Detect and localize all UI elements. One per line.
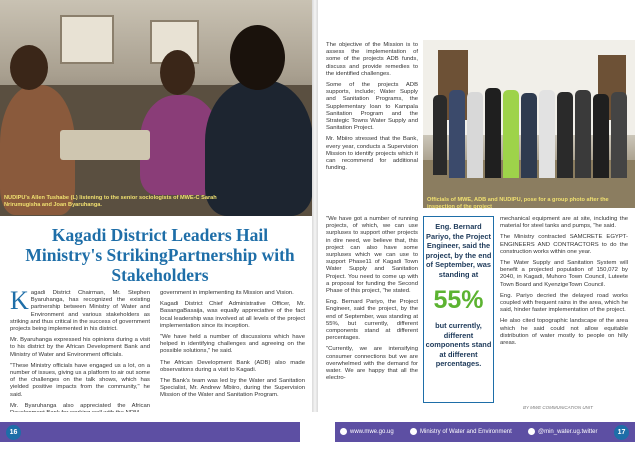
twitter-icon: [528, 428, 535, 435]
paragraph: The Bank's team was led by the Water and Sanitation Specialist, Mr. Andrew Mbiiro, during the Supervision Mission of the Water and Sanitation Program.: [160, 378, 305, 399]
photo-person: [449, 90, 465, 178]
paragraph: Kagadi District Chief Administrative Officer, Mr. BasangaBasaija, was equally appreciative of the fact local leadership was involved at all levels of the project implementation since its inception.: [160, 301, 305, 329]
article-credit: BY MWE COMMUNICATION UNIT: [523, 405, 593, 410]
right-photo-caption: Officials of MWE, ADB and NUDIPU, pose for a group photo after the inspection of the project: [427, 197, 609, 210]
photo-head: [230, 25, 285, 90]
left-column-2: [160, 290, 305, 404]
left-photo-caption: [0, 193, 313, 215]
photo-person: [539, 90, 555, 178]
facebook-icon: [410, 428, 417, 435]
page-number-right: 17: [614, 425, 629, 440]
right-column-3: [500, 216, 628, 351]
photo-person: [433, 95, 447, 175]
photo-person: [575, 90, 591, 178]
pull-quote-bottom: but currently, different components stand at different percentages.: [425, 321, 492, 368]
paragraph: "Currently, we are intensifying consumer connections but we are overwhelmed with the demand for water. We are happy that all the electro-: [326, 346, 418, 382]
paragraph: Mr. Mbiiro stressed that the Bank, every year, conducts a Supervision Mission to identify projects which it can recommend for additional funding.: [326, 136, 418, 172]
right-page: [318, 0, 635, 449]
pull-quote-box: [423, 216, 494, 403]
photo-person: [557, 92, 573, 178]
right-column-1b: [326, 216, 418, 386]
paragraph: agadi District Chairman, Mr. Stephen Byaruhanga, has recognized the existing partnership between Ministry of Water and Environment and various stakeholders as striking and thus critical in the success of government projects being implemented in his district.: [10, 290, 150, 333]
photo-person: [521, 93, 537, 178]
photo-window: [60, 15, 114, 64]
paragraph: Mr. Byaruhanga also appreciated the African: [10, 402, 150, 409]
left-page: [0, 0, 313, 449]
paragraph: "We have held a number of discussions which have helped in identifying challenges and agreeing on the possible solutions," he said.: [160, 334, 305, 355]
paragraph: Eng. Bernard Pariyo, the Project Engineer, said the project, by the end of September, was standing at 55%, but currently, different components stand at different percentages.: [326, 299, 418, 342]
paragraph: "These Ministry officials have engaged us a lot, on a number of issues, giving us a platform to air out some of the challenges on the talk shows, which has yielded positive impacts from the community," he said.: [10, 362, 150, 398]
pull-quote-top: Eng. Bernard Pariyo, the Project Engineer, said the project, by the end of September, was standing at: [425, 222, 492, 279]
paragraph: The Water Supply and Sanitation System will benefit a projected population of 150,072 by 2040, in Kagadi, Muhoro Town Council, Luteete Town Board and KyenzigeTown Council.: [500, 260, 628, 288]
paragraph: He also cited topographic landscape of the area which he said could not allow equitable distribution of water mostly to people on hilly areas.: [500, 318, 628, 347]
paragraph: "We have got a number of running projects, of which, we can use surpluses to support other projects in dire need, we believe that, this project can also have some surpluses which we can use to support Phase11 of Kagadi Town Water Supply and Sanitation Project. You need to come up with a proposal for funding the Second Phase of this project, "he stated.: [326, 216, 418, 295]
photo-person: [611, 92, 627, 178]
footer-bar-left: [0, 422, 300, 442]
footer: [0, 412, 635, 449]
paragraph: The Ministry contracted SAMCRETE EGYPT-ENGINEERS AND CONTRACTORS to do the construction works within one year.: [500, 234, 628, 255]
twitter-text: @min_water.ug.twitter: [538, 429, 598, 436]
pull-quote-percent: 55%: [433, 286, 484, 314]
photo-person: [485, 88, 501, 178]
article-title: Kagadi District Leaders Hail Ministry's StrikingPartnership with Stakeholders: [25, 225, 295, 285]
paragraph: Eng. Pariyo decried the delayed road works coupled with frequent rains in the area, which he said, hinder faster implementation of the project.: [500, 292, 628, 314]
paragraph: The objective of the Mission is to assess the implementation of some of the projects ADB funds, discuss and provide remedies to the identified challenges.: [326, 42, 418, 77]
photo-person: [503, 90, 519, 178]
globe-icon: [340, 428, 347, 435]
caption-text: NUDIPU's Allen Tushabe (L) listening to the senior sociologists of MWE-C Sarah Nrirumugisha and Joan Byaruhanga.: [4, 195, 217, 208]
photo-table: [60, 130, 150, 160]
ministry-text: Ministry of Water and Environment: [420, 429, 512, 436]
group-photo: [423, 40, 635, 208]
footer-twitter[interactable]: [528, 428, 597, 435]
website-text: www.mwe.go.ug: [350, 429, 394, 436]
photo-person: [467, 92, 483, 178]
photo-head: [160, 50, 195, 95]
meeting-photo: [0, 0, 313, 216]
page-number-left: 16: [6, 425, 21, 440]
paragraph: Mr. Byaruhanga expressed his opinions during a visit to his district by the African Development Bank and Ministry of Water and Environment officials.: [10, 337, 150, 358]
paragraph: mechanical equipment are at site, including the material for steel tanks and pumps, "he said.: [500, 216, 628, 230]
footer-website[interactable]: [340, 428, 394, 435]
drop-cap: K: [10, 286, 29, 315]
photo-person: [593, 94, 609, 178]
paragraph: The African Development Bank (ADB) also made observations during a visit to Kagadi.: [160, 359, 305, 373]
footer-ministry[interactable]: [410, 428, 512, 435]
photo-head: [10, 45, 48, 90]
paragraph: government in implementing its Mission and Vision.: [160, 290, 294, 296]
paragraph: Some of the projects ADB supports, include; Water Supply and Sanitation Programs, the Supplementary loan to Kampala Sanitation Program and the Strategic Towns Water Supply and Sanitation Project.: [326, 82, 418, 132]
left-column-1: [10, 286, 150, 421]
right-column-1: [326, 42, 418, 176]
